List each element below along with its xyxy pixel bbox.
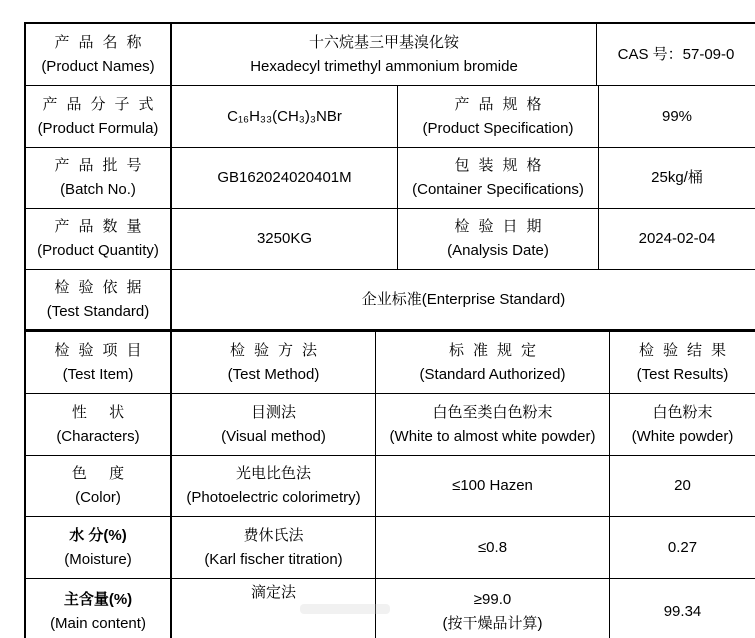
product-name-zh: 十六烷基三甲基溴化铵 — [308, 33, 459, 51]
table-row-color-standard: ≤100 Hazen — [452, 477, 533, 494]
label-en: (Test Standard) — [46, 302, 150, 320]
table-row-main-content-standard: ≥99.0 (按干燥品计算) — [442, 590, 543, 632]
label-en: (Test Item) — [62, 365, 134, 383]
column-header-test-results — [610, 332, 755, 393]
label-zh: 检验项目 — [54, 341, 151, 359]
product-name-en: Hexadecyl trimethyl ammonium bromide — [250, 57, 518, 75]
container-specifications-value: 25kg/桶 — [651, 169, 703, 186]
table-row-characters-item: 性 状 (Characters) — [56, 403, 140, 445]
row-divider — [24, 578, 755, 579]
label-test-standard — [26, 270, 170, 329]
table-row-color-item: 色 度 (Color) — [71, 465, 134, 506]
product-specification-value: 99% — [661, 107, 693, 125]
label-en: (Product Names) — [41, 57, 155, 75]
label-product-names — [26, 24, 170, 85]
table-row-characters-method: 目测法 (Visual method) — [221, 403, 326, 445]
label-en: (Product Formula) — [37, 119, 159, 137]
column-header-test-method — [172, 332, 375, 393]
label-en: (Product Specification) — [422, 119, 574, 137]
label-zh: 包装规格 — [454, 157, 551, 174]
label-en: (Batch No.) — [60, 181, 136, 198]
table-row-characters-result: 白色粉末 (White powder) — [631, 403, 734, 445]
label-zh: 产品批号 — [54, 157, 151, 174]
label-zh: 产品分子式 — [42, 95, 163, 113]
table-row-moisture-method: 费休氏法 (Karl fischer titration) — [204, 526, 343, 568]
label-zh: 检验依据 — [54, 278, 151, 296]
table-row-moisture-result: 0.27 — [667, 538, 698, 556]
column-header-standard-authorized — [376, 332, 609, 393]
table-row-color-method: 光电比色法 (Photoelectric colorimetry) — [186, 465, 361, 506]
table-row-characters-standard: 白色至类白色粉末 (White to almost white powder) — [389, 403, 596, 445]
label-product-quantity — [26, 209, 170, 269]
label-zh: 标准规定 — [448, 341, 545, 359]
product-quantity-value: 3250KG — [256, 230, 313, 247]
faint-stamp-mark — [300, 604, 390, 614]
label-zh: 检验方法 — [229, 341, 326, 359]
batch-no-value: GB162024020401M — [217, 169, 352, 186]
table-row-color-result: 20 — [674, 477, 691, 494]
table-row-main-content-item: 主含量(%) (Main content) — [50, 590, 146, 632]
formula-value: C₁₆H₃₃(CH₃)₃NBr — [227, 107, 342, 125]
label-zh: 检验结果 — [638, 341, 735, 359]
label-product-formula — [26, 86, 170, 147]
cas-number: CAS 号：57-09-0 — [617, 45, 735, 63]
label-zh: 检验日期 — [454, 218, 551, 235]
table-row-moisture-standard: ≤0.8 — [477, 538, 508, 556]
analysis-date-value: 2024-02-04 — [638, 230, 716, 247]
label-en: (Test Results) — [636, 365, 729, 383]
table-row-main-content-method: 滴定法 — [250, 584, 296, 601]
label-zh: 产品名称 — [54, 33, 151, 51]
table-row-main-content-result: 99.34 — [663, 602, 702, 620]
label-batch-no — [26, 148, 170, 208]
label-en: (Standard Authorized) — [419, 365, 566, 383]
label-zh: 产品数量 — [54, 218, 151, 235]
label-product-specification — [398, 86, 598, 147]
label-zh: 产品规格 — [454, 95, 551, 113]
column-header-test-item — [26, 332, 170, 393]
table-row-moisture-item: 水 分(%) (Moisture) — [64, 526, 132, 568]
label-en: (Analysis Date) — [447, 242, 549, 259]
label-en: (Product Quantity) — [37, 242, 159, 259]
label-en: (Test Method) — [227, 365, 320, 383]
product-name-value — [172, 24, 596, 85]
label-analysis-date — [398, 209, 598, 269]
label-container-specifications — [398, 148, 598, 208]
test-standard-value: 企业标准(Enterprise Standard) — [361, 290, 566, 308]
label-en: (Container Specifications) — [412, 181, 584, 198]
